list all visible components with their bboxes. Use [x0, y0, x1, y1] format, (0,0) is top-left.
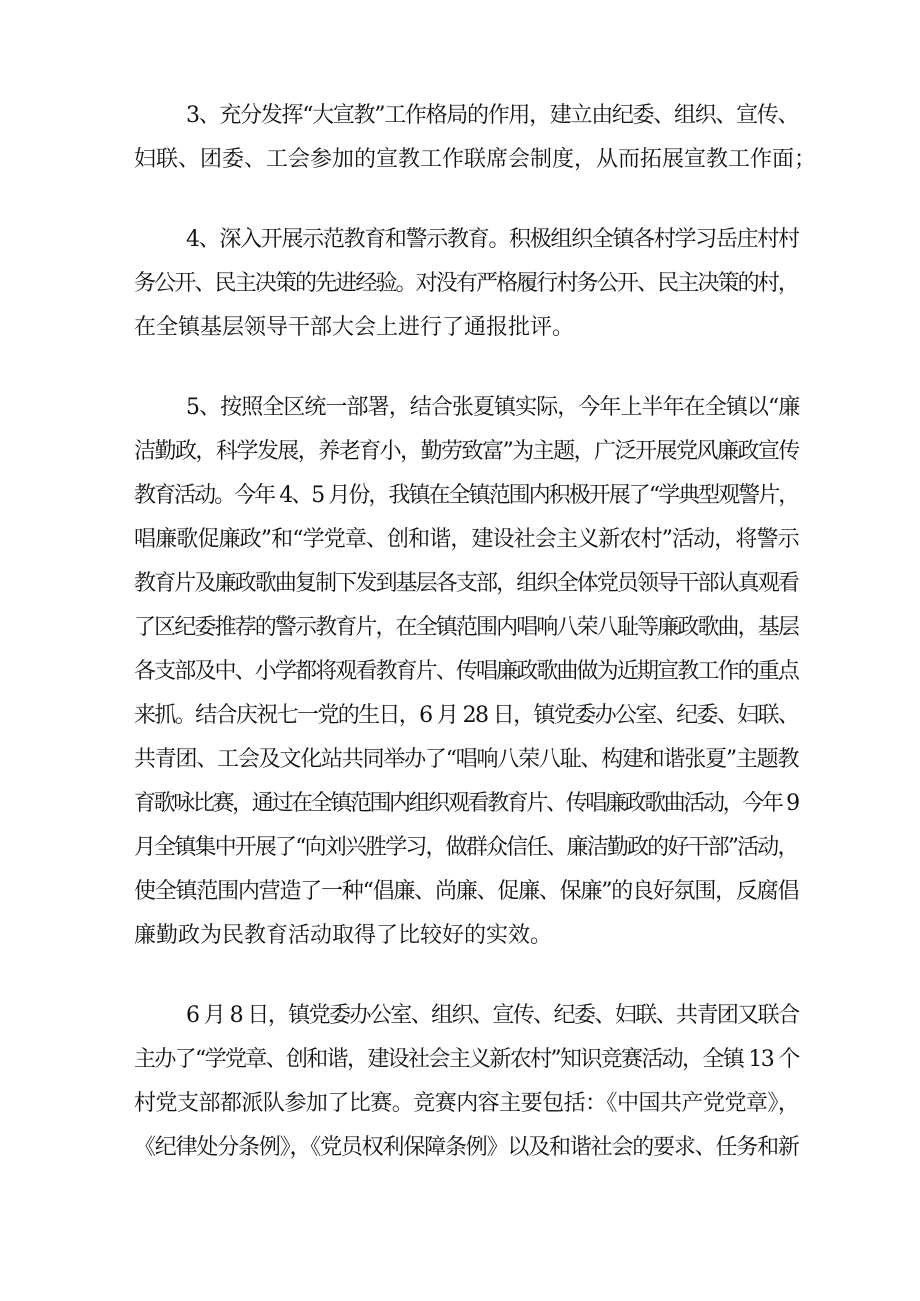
- paragraph-4-line-3: 村党支部都派队参加了比赛。竞赛内容主要包括：《中国共产党党章》，: [134, 1091, 800, 1116]
- paragraph-4-line-1: 6 月 8 日，镇党委办公室、组织、宣传、纪委、妇联、共青团又联合: [186, 1003, 799, 1028]
- paragraph-3-line-8: 来抓。结合庆祝七一党的生日，6 月 28 日，镇党委办公室、纪委、妇联、: [134, 703, 799, 728]
- paragraph-3-line-6: 了区纪委推荐的警示教育片，在全镇范围内唱响八荣八耻等廉政歌曲，基层: [134, 615, 798, 640]
- paragraph-3-line-12: 使全镇范围内营造了一种“倡廉、尚廉、促廉、保廉”的良好氛围，反腐倡: [134, 879, 799, 904]
- paragraph-3-line-13: 廉勤政为民教育活动取得了比较好的实效。: [134, 923, 553, 948]
- paragraph-4-line-4: 《纪律处分条例》，《党员权利保障条例》以及和谐社会的要求、任务和新: [134, 1135, 799, 1160]
- paragraph-3-line-5: 教育片及廉政歌曲复制下发到基层各支部，组织全体党员领导干部认真观看: [134, 571, 798, 596]
- paragraph-1-line-1: 3、充分发挥“大宣教”工作格局的作用，建立由纪委、组织、宣传、: [186, 103, 799, 128]
- paragraph-2-line-2: 务公开、民主决策的先进经验。对没有严格履行村务公开、民主决策的村，: [134, 271, 798, 296]
- paragraph-3-line-4: 唱廉歌促廉政”和“学党章、创和谐，建设社会主义新农村”活动，将警示: [134, 527, 799, 552]
- paragraph-3-line-11: 月全镇集中开展了“向刘兴胜学习，做群众信任、廉洁勤政的好干部”活动，: [134, 835, 798, 860]
- paragraph-1-line-2: 妇联、团委、工会参加的宣教工作联席会制度，从而拓展宣教工作面；: [134, 147, 817, 172]
- paragraph-3-line-7: 各支部及中、小学都将观看教育片、传唱廉政歌曲做为近期宣教工作的重点: [134, 659, 798, 684]
- paragraph-3-line-1: 5、按照全区统一部署，结合张夏镇实际，今年上半年在全镇以“廉: [186, 395, 800, 420]
- paragraph-4-line-2: 主办了“学党章、创和谐，建设社会主义新农村”知识竞赛活动，全镇 13 个: [134, 1047, 799, 1072]
- paragraph-2-line-1: 4、深入开展示范教育和警示教育。积极组织全镇各村学习岳庄村村: [186, 227, 799, 252]
- paragraph-2-line-3: 在全镇基层领导干部大会上进行了通报批评。: [134, 315, 575, 340]
- paragraph-3-line-9: 共青团、工会及文化站共同举办了“唱响八荣八耻、构建和谐张夏”主题教: [134, 747, 799, 772]
- paragraph-3-line-3: 教育活动。今年 4、5 月份，我镇在全镇范围内积极开展了“学典型观警片，: [134, 483, 799, 508]
- paragraph-3-line-2: 洁勤政，科学发展，养老育小，勤劳致富”为主题，广泛开展党风廉政宣传: [134, 439, 799, 464]
- paragraph-3-line-10: 育歌咏比赛，通过在全镇范围内组织观看教育片、传唱廉政歌曲活动，今年 9: [134, 791, 798, 816]
